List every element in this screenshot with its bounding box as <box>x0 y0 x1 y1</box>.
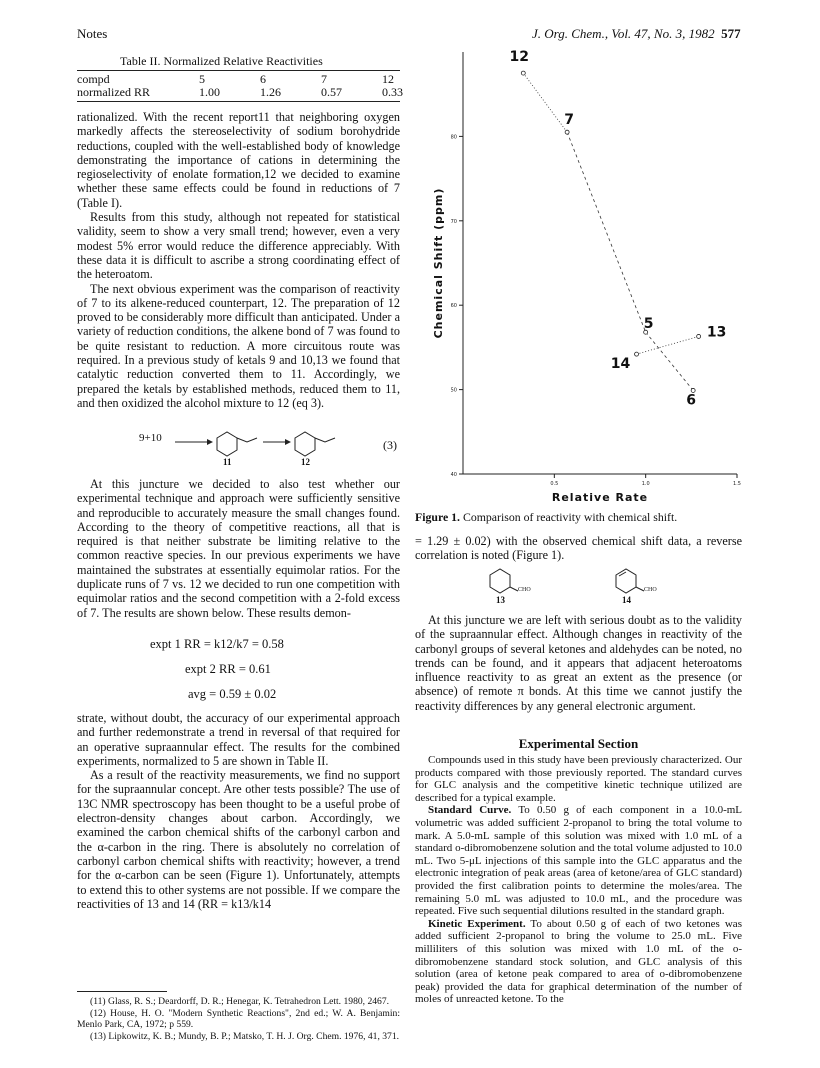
paragraph: = 1.29 ± 0.02) with the observed chemical shift data, a reverse correlation is noted (Figure 1). <box>415 534 742 563</box>
compound-14-label: 14 <box>622 595 631 605</box>
data-point <box>521 71 525 75</box>
table-cell: 1.26 <box>260 85 281 99</box>
experimental-section <box>415 754 742 1006</box>
table-cell: compd <box>77 72 110 86</box>
y-tick-label: 40 <box>450 472 457 478</box>
y-tick-label: 60 <box>450 303 457 310</box>
paragraph: strate, without doubt, the accuracy of our experimental approach and further redemonstrate a trend in reversal of that required for an operative supraannular effect. The results for the combined experiments, normalized to 5 are shown in Table II. <box>77 711 400 768</box>
data-point <box>697 334 701 338</box>
table-bottom-rule <box>77 101 400 102</box>
footnote-rule <box>77 991 167 992</box>
paragraph: rationalized. With the recent report11 that neighboring oxygen markedly affects the stereoselectivity of sodium borohydride reductions, coupled with the well-established body of knowledge demonstrating the importance of cations in determining the regioselectivity of enolate formation,12 we decided to examine whether these same effects could be found in reductions of 7 (Table I). <box>77 110 400 210</box>
equation-expt2: expt 2 RR = 0.61 <box>185 662 271 676</box>
data-point <box>565 130 569 134</box>
paragraph: Results from this study, although not repeated for statistical validity, seem to show a very small trend; however, even a very modest 5% error would reduce the difference appreciably. With these data it is difficult to ascribe a strong coordinating effect of the heteroatom. <box>77 210 400 282</box>
table-top-rule <box>77 70 400 71</box>
paragraph-text: To 0.50 g of each component in a 10.0-mL volumetric was added sufficient 2-propanol to bring the total volume to mark. A 5.0-mL sample of this solution was mixed with 1.0 mL of a standard o-dibromobenzene solution and the total volume adjusted to 10.0 mL. Two 5-μL injections of this sample into the GLC apparatus and the electronic integration of peak areas (area of ketone/area of GLC standard) provided the first calibration points to determine the moles/area. The remaining 5.0 mL was adjusted to 10.0 mL, and the procedure was repeated. Five such sequential dilutions resulted in the standard graph. <box>415 804 743 918</box>
compound-11-label: 11 <box>223 457 232 467</box>
equation-expt1: expt 1 RR = k12/k7 = 0.58 <box>150 637 284 651</box>
x-tick-label: 1.5 <box>733 481 741 487</box>
point-label: 13 <box>706 324 727 341</box>
right-column-lower <box>415 613 742 713</box>
journal-citation: J. Org. Chem., Vol. 47, No. 3, 1982 <box>532 26 715 41</box>
table-cell: 0.33 <box>382 85 403 99</box>
paragraph <box>415 804 742 917</box>
y-tick-label: 70 <box>450 218 457 225</box>
figure-caption <box>415 510 742 524</box>
paragraph-text: To about 0.50 g of each of two ketones was added sufficient 2-propanol to bring the volume to 25.0 mL. Five milliliters of this solution was mixed with 1.0 mL of the o-dibromobenzene standard stock solution, and GLC analysis of this solution (area of ketone peak compared to area of o-dibromobenzene peak) provided the data for graphical determination of the number of moles of unreacted ketone. To the <box>415 917 742 1006</box>
running-header-section: Notes <box>77 26 108 41</box>
table-title: Table II. Normalized Relative Reactivities <box>120 54 323 68</box>
figure-label: Figure 1. <box>415 510 460 524</box>
paragraph-heading: Standard Curve. <box>428 804 512 817</box>
paragraph-heading: Kinetic Experiment. <box>428 917 526 930</box>
table-row <box>77 86 443 99</box>
y-axis-label: Chemical Shift (ppm) <box>432 187 445 339</box>
y-tick-label: 80 <box>450 134 457 141</box>
table-cell: normalized RR <box>77 85 150 99</box>
point-label: 12 <box>509 49 530 66</box>
paragraph: The next obvious experiment was the comparison of reactivity of 7 to its alkene-reduced counterpart, 12. The preparation of 12 proved to be considerably more difficult than anticipated. Under a variety of reduction conditions, the alkene bond of 7 was found to be quite resistant to reduction. A more circuitous route was required. In a previous study of ketals 9 and 10,13 we found that catalytic reduction converted them to 11. Accordingly, we prepared the ketals by established methods, reduced them to 11, and then oxidized the alcohol mixture to 12 (eq 3). <box>77 281 400 410</box>
figure-caption-text: Comparison of reactivity with chemical shift. <box>462 510 678 524</box>
x-tick-label: 1.0 <box>641 481 650 487</box>
paragraph: At this juncture we are left with serious doubt as to the validity of the supraannular effect. Although changes in reactivity of the carbonyl groups of several ketones and aldehydes can be noted, no trends can be found, and it appears that adjacent heteroatoms influence reactivity to as great an extent as the presence (or absence) of remote π bonds. At this time we cannot justify the reactivity differences by any general electronic argument. <box>415 613 742 713</box>
x-axis-label: Relative Rate <box>551 491 649 504</box>
paragraph: Compounds used in this study have been previously characterized. Our products compared with those previously reported. The standard curves for GLC analysis and the competitive kinetic technique utilized are described for a typical example. <box>415 754 742 804</box>
paragraph: As a result of the reactivity measurements, we find no support for the supraannular concept. Are other tests possible? The use of 13C NMR spectroscopy has been thought to be a useful probe of electron-density changes about carbon. Accordingly, we examined the carbon chemical shifts of the carbonyl carbon and the α-carbon in the ring. There is absolutely no correlation of carbonyl carbon chemical shifts with reactivity; however, a trend for the α-carbon can be seen (Figure 1). Unfortunately, attempts to extend this to other systems are not possible. If we compare the reactivities of 13 and 14 (RR = k13/k14 <box>77 768 400 911</box>
reactivity-table <box>77 73 443 99</box>
scheme-drawing <box>77 428 400 470</box>
table-cell: 0.57 <box>321 85 342 99</box>
point-label: 5 <box>643 316 654 333</box>
x-tick-label: 0.5 <box>550 481 559 487</box>
cho-label: CHO <box>644 587 657 593</box>
section-title: Experimental Section <box>518 736 639 751</box>
equation-number: (3) <box>383 438 397 452</box>
page-number: 577 <box>721 26 741 41</box>
point-label: 7 <box>564 112 574 129</box>
running-header-journal <box>532 26 741 42</box>
reactant-label: 9+10 <box>139 432 162 444</box>
table-cell: 12 <box>382 72 394 86</box>
series-line <box>646 332 693 390</box>
reference-12: (12) House, H. O. "Modern Synthetic Reactions", 2nd ed.; W. A. Benjamin: Menlo Park, CA, 1972; p 559. <box>77 1007 400 1030</box>
table-cell: 5 <box>199 72 205 86</box>
paragraph <box>415 918 742 1006</box>
table-cell: 1.00 <box>199 85 220 99</box>
left-column-upper <box>77 110 400 410</box>
reference-11: (11) Glass, R. S.; Deardorff, D. R.; Henegar, K. Tetrahedron Lett. 1980, 2467. <box>90 996 390 1007</box>
compound-12-label: 12 <box>301 457 310 467</box>
cho-label: CHO <box>518 587 531 593</box>
data-point <box>635 352 639 356</box>
equation-average: avg = 0.59 ± 0.02 <box>188 687 277 701</box>
reaction-scheme <box>77 428 400 470</box>
point-label: 6 <box>686 392 697 409</box>
table-cell: 6 <box>260 72 266 86</box>
figure-1 <box>415 44 745 506</box>
chemical-shift-chart <box>415 44 745 506</box>
reference-13: (13) Lipkowitz, K. B.; Mundy, B. P.; Matsko, T. H. J. Org. Chem. 1976, 41, 371. <box>90 1030 400 1042</box>
right-column-upper <box>415 534 742 563</box>
compound-13-label: 13 <box>496 595 505 605</box>
paragraph: At this juncture we decided to also test whether our experimental technique and approach were sufficiently sensitive and reproducible to accurately measure the small changes found. According to the theory of competitive reactions, all that is required is that neither substrate be limiting relative to the common reactive species. In our previous experiments we have maintained the substrates at essentially equimolar ratios. For the duplicate runs of 7 vs. 12 we decided to run one competition with equimolar ratios and the second competition with a 2-fold excess of 7. The results are shown below. These results demon- <box>77 477 400 620</box>
structures-13-14 <box>470 565 690 610</box>
references <box>77 996 400 1042</box>
series-line <box>637 336 699 354</box>
left-column-middle <box>77 477 400 620</box>
series-line <box>567 132 646 332</box>
series-line <box>523 73 567 132</box>
point-label: 14 <box>610 356 631 373</box>
left-column-lower <box>77 711 400 911</box>
table-cell: 7 <box>321 72 327 86</box>
y-tick-label: 50 <box>450 387 457 394</box>
